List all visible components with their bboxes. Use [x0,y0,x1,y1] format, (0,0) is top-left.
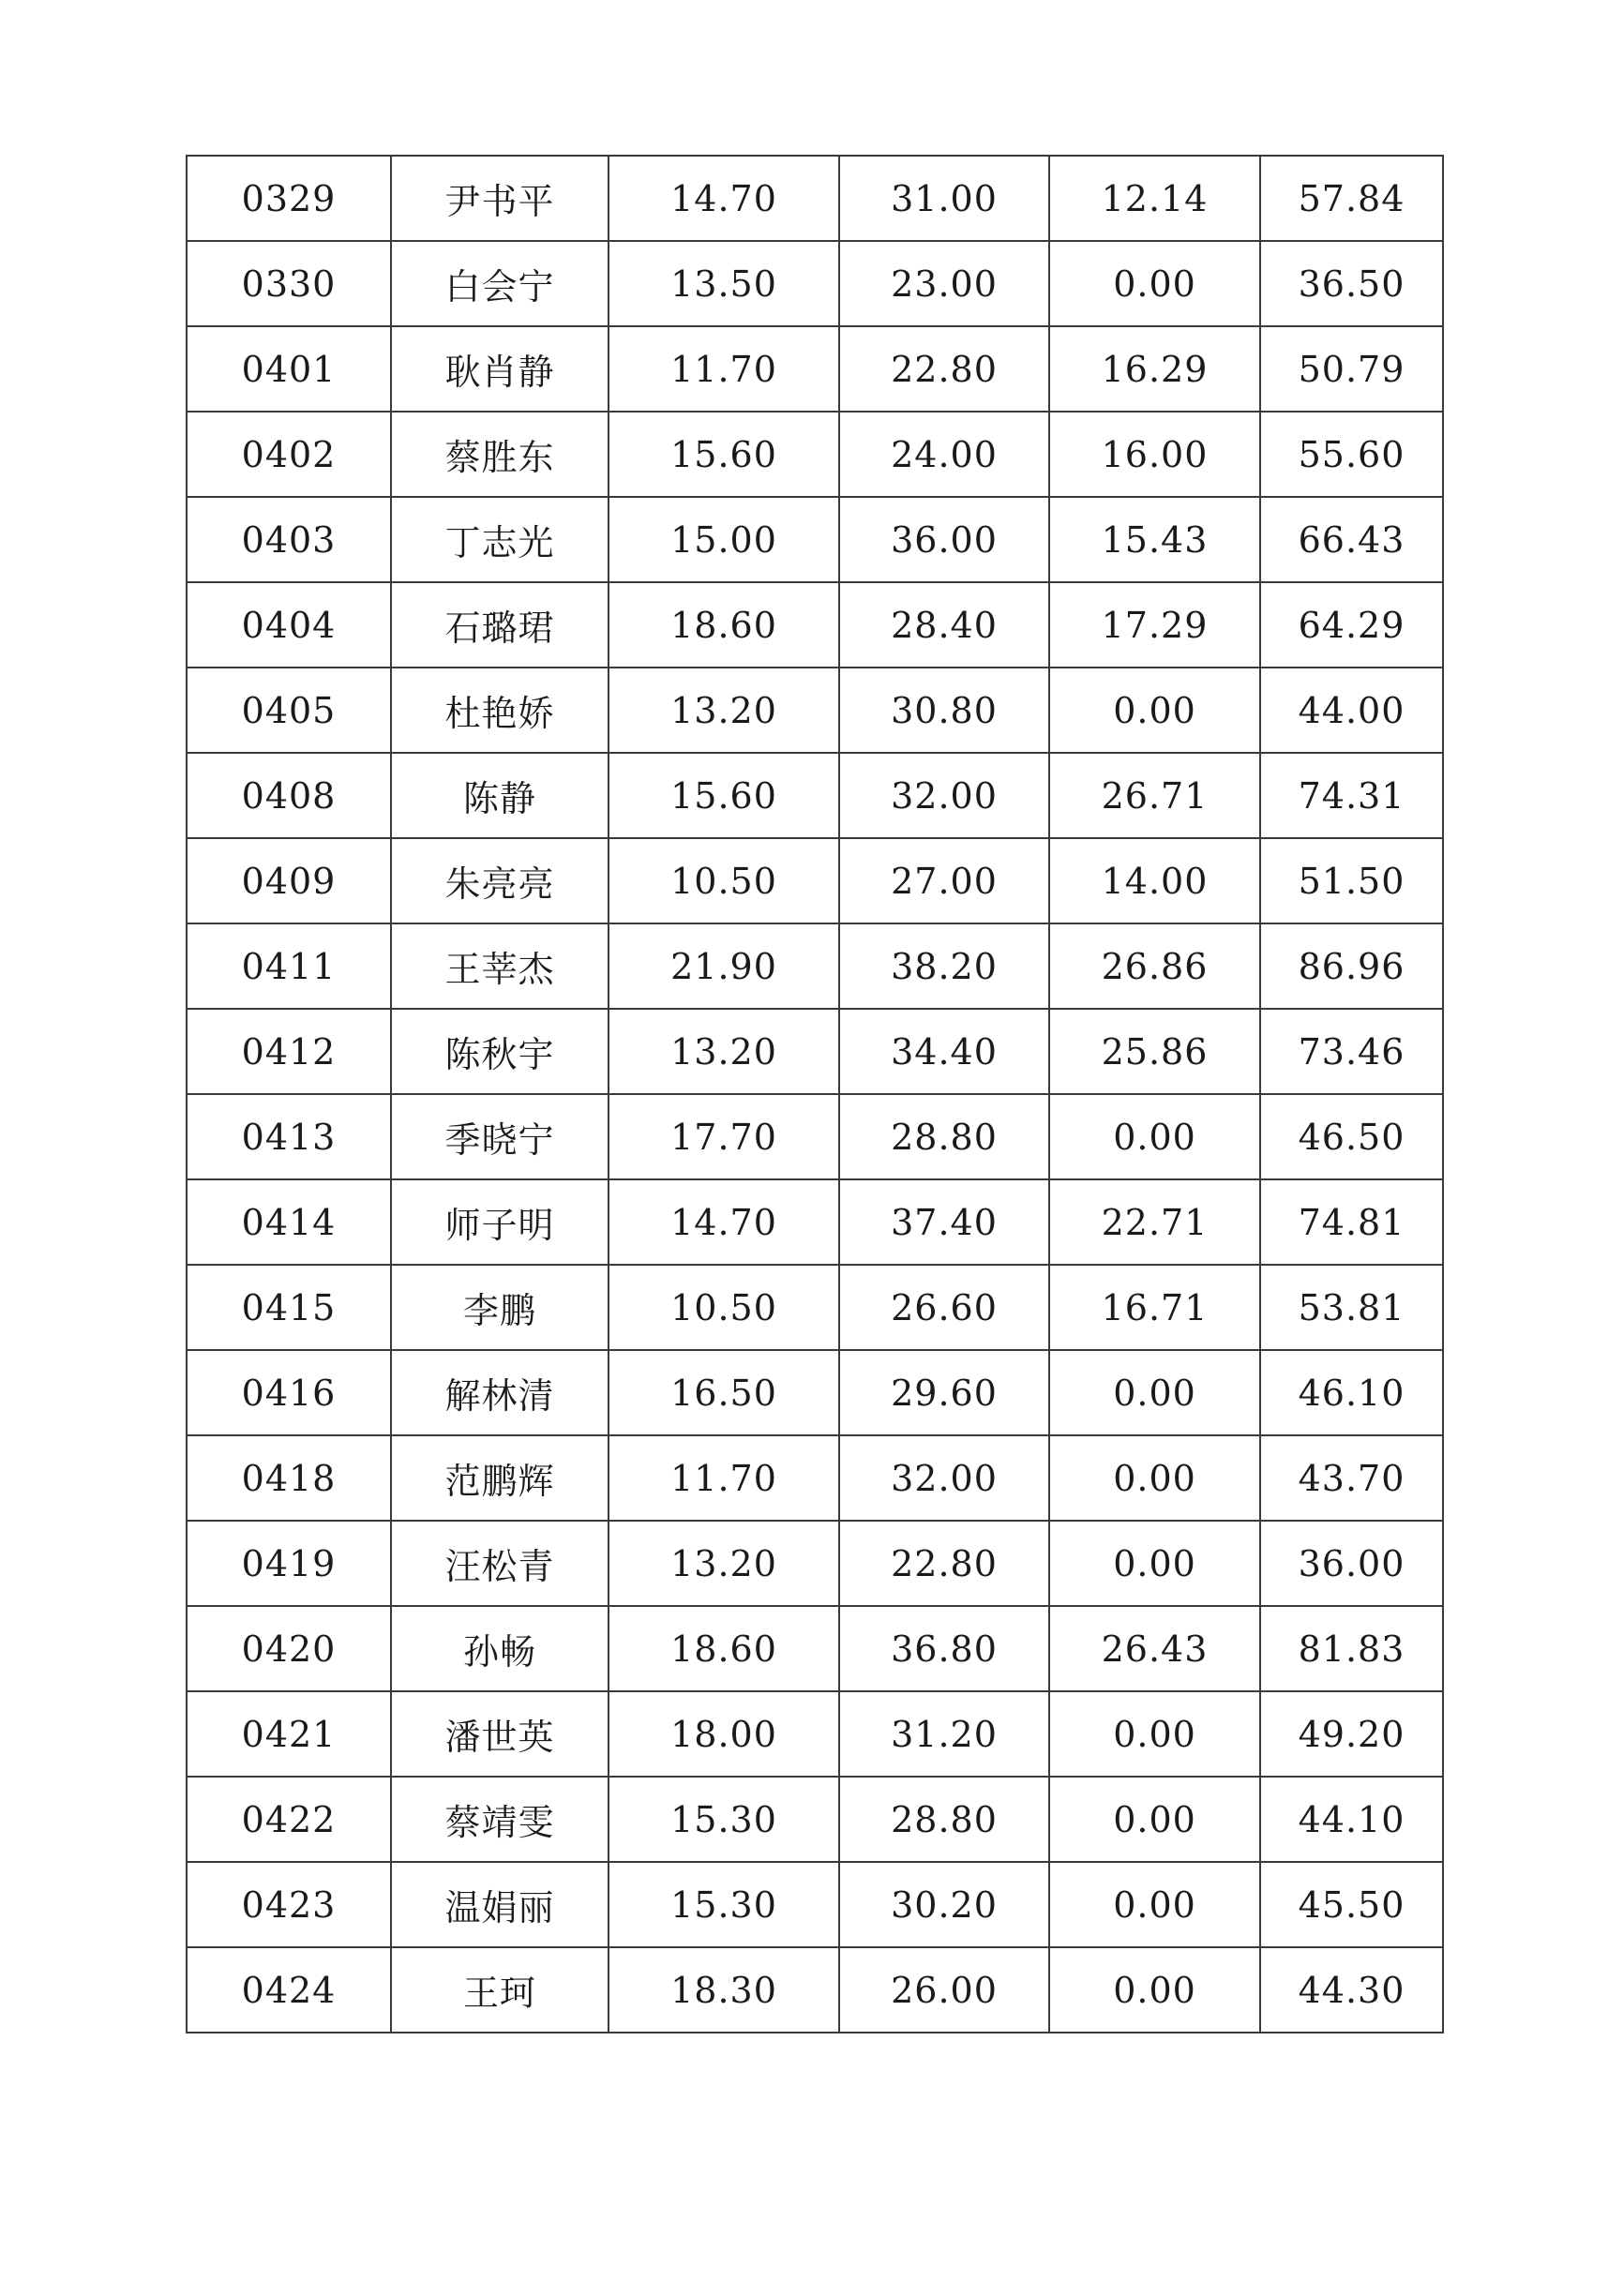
score-2-cell: 26.60 [839,1265,1049,1350]
total-score-cell: 43.70 [1260,1435,1443,1521]
score-2-cell: 29.60 [839,1350,1049,1435]
candidate-id-cell: 0418 [187,1435,391,1521]
total-score-cell: 44.10 [1260,1777,1443,1862]
score-1-cell: 15.60 [609,412,839,497]
table-row [187,497,1443,582]
table-row [187,1947,1443,2033]
score-3-cell: 0.00 [1049,1862,1260,1947]
table-row [187,753,1443,838]
total-score-cell: 51.50 [1260,838,1443,923]
score-1-cell: 16.50 [609,1350,839,1435]
score-1-cell: 13.20 [609,1521,839,1606]
candidate-id-cell: 0421 [187,1691,391,1777]
table-row [187,1606,1443,1691]
score-3-cell: 0.00 [1049,668,1260,753]
total-score-cell: 46.50 [1260,1094,1443,1179]
score-1-cell: 18.30 [609,1947,839,2033]
score-3-cell: 26.86 [1049,923,1260,1009]
table-row [187,923,1443,1009]
score-2-cell: 32.00 [839,1435,1049,1521]
candidate-id-cell: 0413 [187,1094,391,1179]
total-score-cell: 57.84 [1260,156,1443,241]
score-3-cell: 25.86 [1049,1009,1260,1094]
score-2-cell: 28.80 [839,1094,1049,1179]
score-2-cell: 36.00 [839,497,1049,582]
score-2-cell: 28.80 [839,1777,1049,1862]
candidate-id-cell: 0411 [187,923,391,1009]
score-1-cell: 21.90 [609,923,839,1009]
total-score-cell: 66.43 [1260,497,1443,582]
candidate-name-cell: 潘世英 [391,1691,609,1777]
candidate-name-cell: 王珂 [391,1947,609,2033]
candidate-name-cell: 陈秋宇 [391,1009,609,1094]
candidate-id-cell: 0424 [187,1947,391,2033]
score-1-cell: 10.50 [609,1265,839,1350]
score-1-cell: 13.20 [609,668,839,753]
score-1-cell: 15.30 [609,1777,839,1862]
total-score-cell: 74.31 [1260,753,1443,838]
score-1-cell: 11.70 [609,326,839,412]
candidate-name-cell: 王莘杰 [391,923,609,1009]
score-2-cell: 31.00 [839,156,1049,241]
score-2-cell: 36.80 [839,1606,1049,1691]
candidate-id-cell: 0420 [187,1606,391,1691]
score-2-cell: 28.40 [839,582,1049,668]
table-row [187,1265,1443,1350]
score-3-cell: 0.00 [1049,1094,1260,1179]
candidate-id-cell: 0330 [187,241,391,326]
candidate-id-cell: 0401 [187,326,391,412]
score-table [186,155,1444,2033]
score-1-cell: 14.70 [609,156,839,241]
score-1-cell: 18.60 [609,1606,839,1691]
score-3-cell: 16.00 [1049,412,1260,497]
candidate-name-cell: 季晓宁 [391,1094,609,1179]
score-3-cell: 16.71 [1049,1265,1260,1350]
candidate-id-cell: 0414 [187,1179,391,1265]
candidate-name-cell: 师子明 [391,1179,609,1265]
table-row [187,1009,1443,1094]
candidate-name-cell: 丁志光 [391,497,609,582]
score-table-body [187,156,1443,2033]
total-score-cell: 36.50 [1260,241,1443,326]
score-1-cell: 15.30 [609,1862,839,1947]
score-2-cell: 38.20 [839,923,1049,1009]
candidate-name-cell: 蔡胜东 [391,412,609,497]
table-row [187,156,1443,241]
score-2-cell: 26.00 [839,1947,1049,2033]
total-score-cell: 81.83 [1260,1606,1443,1691]
score-2-cell: 32.00 [839,753,1049,838]
score-3-cell: 0.00 [1049,241,1260,326]
candidate-name-cell: 解林清 [391,1350,609,1435]
score-3-cell: 22.71 [1049,1179,1260,1265]
candidate-id-cell: 0408 [187,753,391,838]
score-1-cell: 11.70 [609,1435,839,1521]
score-2-cell: 23.00 [839,241,1049,326]
candidate-id-cell: 0405 [187,668,391,753]
score-3-cell: 0.00 [1049,1521,1260,1606]
total-score-cell: 44.30 [1260,1947,1443,2033]
score-2-cell: 34.40 [839,1009,1049,1094]
table-row [187,582,1443,668]
score-3-cell: 15.43 [1049,497,1260,582]
candidate-name-cell: 蔡靖雯 [391,1777,609,1862]
total-score-cell: 49.20 [1260,1691,1443,1777]
score-2-cell: 27.00 [839,838,1049,923]
total-score-cell: 50.79 [1260,326,1443,412]
candidate-name-cell: 温娟丽 [391,1862,609,1947]
score-3-cell: 17.29 [1049,582,1260,668]
score-3-cell: 12.14 [1049,156,1260,241]
score-1-cell: 15.00 [609,497,839,582]
table-row [187,1691,1443,1777]
table-row [187,412,1443,497]
score-3-cell: 14.00 [1049,838,1260,923]
total-score-cell: 55.60 [1260,412,1443,497]
candidate-name-cell: 陈静 [391,753,609,838]
score-1-cell: 13.20 [609,1009,839,1094]
score-3-cell: 16.29 [1049,326,1260,412]
table-row [187,1350,1443,1435]
candidate-name-cell: 汪松青 [391,1521,609,1606]
score-2-cell: 30.80 [839,668,1049,753]
total-score-cell: 45.50 [1260,1862,1443,1947]
score-1-cell: 17.70 [609,1094,839,1179]
score-2-cell: 22.80 [839,1521,1049,1606]
score-2-cell: 31.20 [839,1691,1049,1777]
score-1-cell: 14.70 [609,1179,839,1265]
candidate-id-cell: 0412 [187,1009,391,1094]
candidate-id-cell: 0415 [187,1265,391,1350]
candidate-id-cell: 0402 [187,412,391,497]
candidate-name-cell: 尹书平 [391,156,609,241]
table-row [187,668,1443,753]
score-2-cell: 24.00 [839,412,1049,497]
total-score-cell: 36.00 [1260,1521,1443,1606]
table-row [187,326,1443,412]
table-row [187,1521,1443,1606]
score-3-cell: 26.71 [1049,753,1260,838]
candidate-name-cell: 白会宁 [391,241,609,326]
score-3-cell: 0.00 [1049,1350,1260,1435]
score-3-cell: 0.00 [1049,1947,1260,2033]
score-1-cell: 18.00 [609,1691,839,1777]
total-score-cell: 73.46 [1260,1009,1443,1094]
total-score-cell: 46.10 [1260,1350,1443,1435]
table-row [187,241,1443,326]
table-row [187,1777,1443,1862]
score-1-cell: 10.50 [609,838,839,923]
total-score-cell: 86.96 [1260,923,1443,1009]
score-3-cell: 0.00 [1049,1777,1260,1862]
total-score-cell: 64.29 [1260,582,1443,668]
table-row [187,1094,1443,1179]
total-score-cell: 44.00 [1260,668,1443,753]
candidate-name-cell: 杜艳娇 [391,668,609,753]
candidate-name-cell: 石璐珺 [391,582,609,668]
table-row [187,1435,1443,1521]
score-1-cell: 15.60 [609,753,839,838]
candidate-name-cell: 范鹏辉 [391,1435,609,1521]
candidate-name-cell: 李鹏 [391,1265,609,1350]
total-score-cell: 74.81 [1260,1179,1443,1265]
total-score-cell: 53.81 [1260,1265,1443,1350]
table-row [187,1179,1443,1265]
candidate-name-cell: 孙畅 [391,1606,609,1691]
table-row [187,1862,1443,1947]
score-3-cell: 0.00 [1049,1691,1260,1777]
candidate-name-cell: 耿肖静 [391,326,609,412]
candidate-id-cell: 0409 [187,838,391,923]
candidate-id-cell: 0404 [187,582,391,668]
candidate-id-cell: 0423 [187,1862,391,1947]
candidate-id-cell: 0416 [187,1350,391,1435]
score-1-cell: 13.50 [609,241,839,326]
score-3-cell: 26.43 [1049,1606,1260,1691]
candidate-id-cell: 0419 [187,1521,391,1606]
candidate-id-cell: 0329 [187,156,391,241]
score-2-cell: 37.40 [839,1179,1049,1265]
candidate-id-cell: 0403 [187,497,391,582]
table-row [187,838,1443,923]
score-3-cell: 0.00 [1049,1435,1260,1521]
score-2-cell: 22.80 [839,326,1049,412]
score-1-cell: 18.60 [609,582,839,668]
candidate-name-cell: 朱亮亮 [391,838,609,923]
candidate-id-cell: 0422 [187,1777,391,1862]
score-2-cell: 30.20 [839,1862,1049,1947]
